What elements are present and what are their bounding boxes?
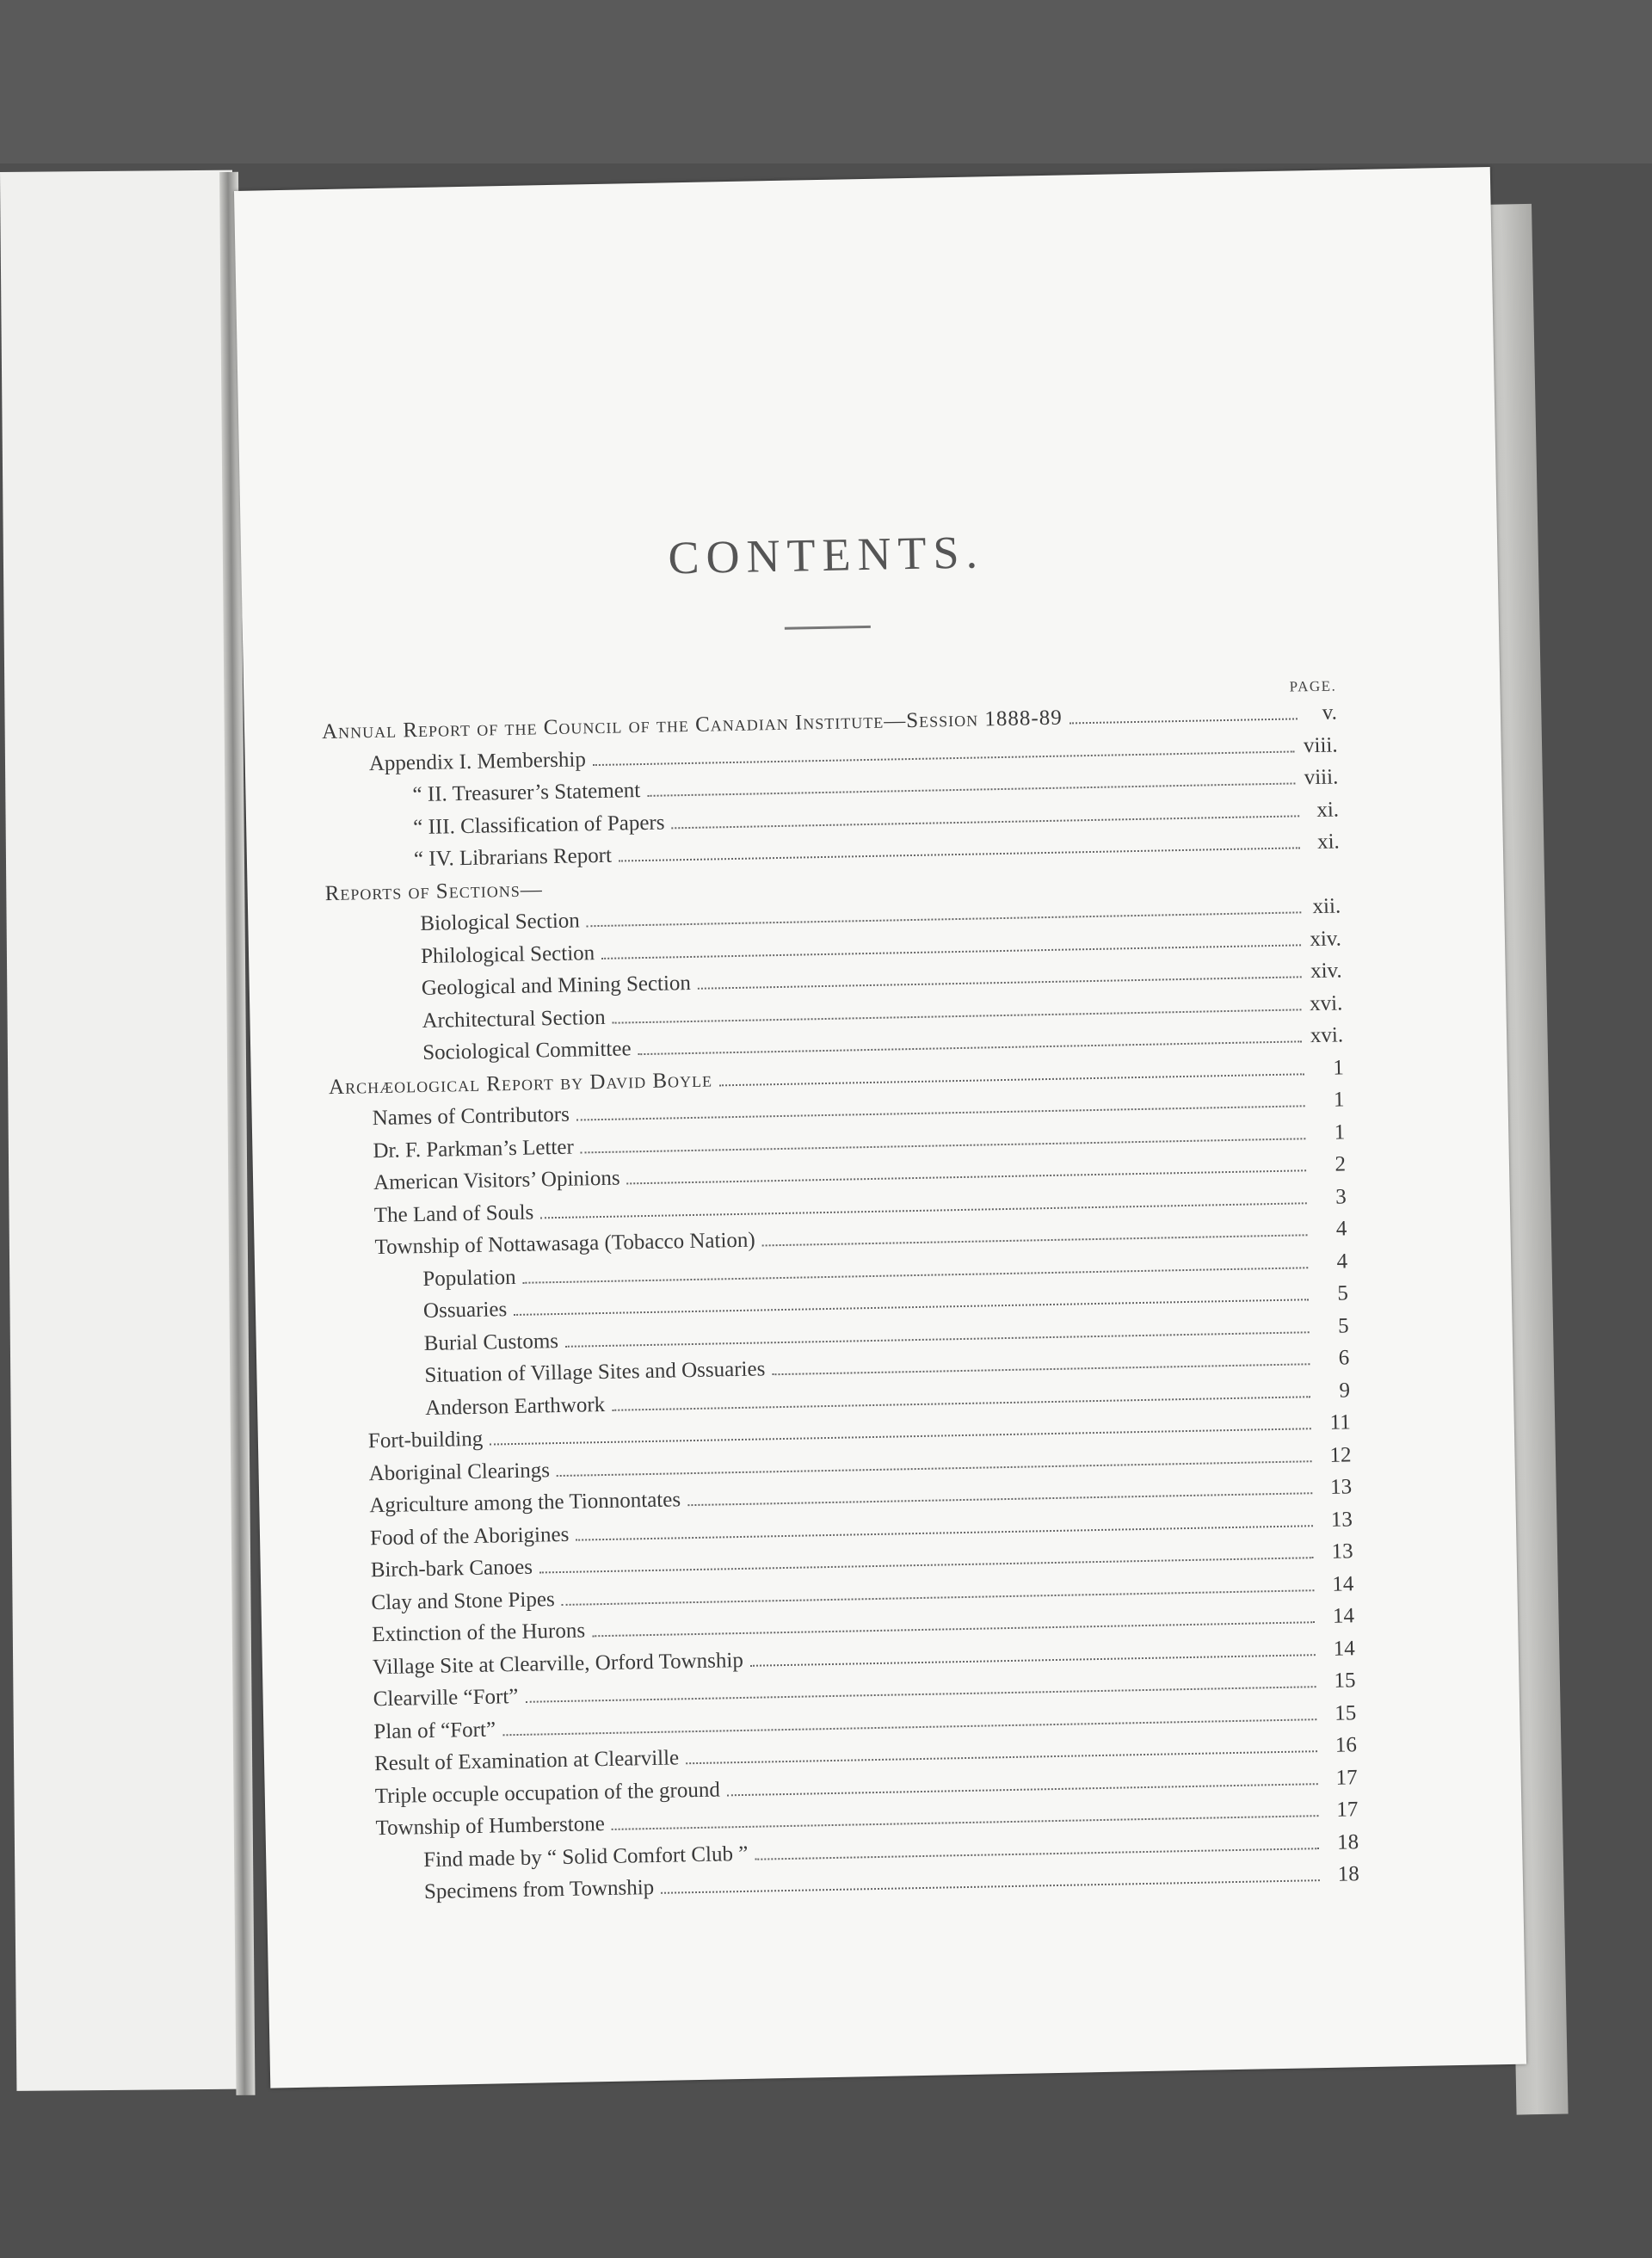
table-of-contents bbox=[322, 697, 1359, 1910]
toc-entry-title: Geological and Mining Section bbox=[421, 971, 692, 1000]
toc-entry-title: Biological Section bbox=[420, 909, 581, 936]
toc-entry-page: 14 bbox=[1333, 1636, 1356, 1661]
toc-entry-title: Extinction of the Hurons bbox=[371, 1619, 586, 1647]
dot-leader bbox=[719, 1073, 1304, 1086]
toc-entry-title: Appendix I. Membership bbox=[368, 747, 587, 775]
toc-entry-page: 12 bbox=[1329, 1442, 1352, 1467]
dot-leader bbox=[638, 1040, 1302, 1055]
toc-entry-page: 1 bbox=[1334, 1120, 1346, 1144]
toc-entry-title: Birch-bark Canoes bbox=[370, 1555, 533, 1582]
dot-leader bbox=[613, 1009, 1302, 1023]
toc-entry-title: Population bbox=[422, 1265, 516, 1291]
toc-entry-title: Triple occuple occupation of the ground bbox=[374, 1778, 721, 1808]
toc-entry-page: 2 bbox=[1335, 1152, 1347, 1176]
toc-entry-page: 5 bbox=[1337, 1313, 1349, 1338]
dot-leader bbox=[750, 1654, 1316, 1667]
toc-entry-title: Fort-building bbox=[367, 1427, 484, 1453]
contents-page bbox=[234, 167, 1526, 2088]
toc-entry-title: Philological Section bbox=[420, 941, 595, 968]
toc-entry-page: xvi. bbox=[1309, 990, 1343, 1015]
toc-entry-title: Agriculture among the Tionnontates bbox=[369, 1488, 681, 1518]
toc-entry-title: Aboriginal Clearings bbox=[368, 1458, 551, 1485]
toc-entry-page: 6 bbox=[1338, 1346, 1350, 1370]
toc-entry-title: “ II. Treasurer’s Statement bbox=[412, 779, 641, 807]
dot-leader bbox=[687, 1492, 1312, 1506]
toc-entry-page: viii. bbox=[1303, 732, 1338, 757]
toc-entry-page: 1 bbox=[1333, 1088, 1345, 1112]
toc-entry-title: Clearville “Fort” bbox=[373, 1684, 519, 1712]
toc-entry-page: 15 bbox=[1334, 1669, 1356, 1693]
dot-leader bbox=[762, 1234, 1308, 1246]
toc-entry-title: Dr. F. Parkman’s Letter bbox=[373, 1135, 575, 1163]
toc-entry-title: Archæological Report by David Boyle bbox=[328, 1068, 713, 1099]
toc-entry-title: The Land of Souls bbox=[373, 1200, 534, 1227]
toc-entry-page: 11 bbox=[1329, 1410, 1351, 1434]
page-column-label: PAGE. bbox=[1289, 677, 1337, 695]
toc-entry-title: Sociological Committee bbox=[422, 1037, 632, 1064]
toc-entry-page: xvi. bbox=[1310, 1023, 1344, 1048]
dot-leader bbox=[727, 1783, 1318, 1796]
toc-entry-page: 14 bbox=[1332, 1604, 1355, 1628]
toc-entry-page: viii. bbox=[1304, 765, 1339, 790]
toc-entry-page: 5 bbox=[1337, 1281, 1349, 1305]
toc-entry-title: Plan of “Fort” bbox=[373, 1717, 496, 1743]
toc-entry-title: Result of Examination at Clearville bbox=[373, 1746, 680, 1776]
toc-entry-title: “ III. Classification of Papers bbox=[412, 811, 665, 839]
toc-entry-title: Village Site at Clearville, Orford Township bbox=[372, 1648, 744, 1679]
toc-entry-page: 4 bbox=[1335, 1217, 1347, 1241]
toc-entry-page: 4 bbox=[1336, 1249, 1348, 1274]
toc-entry-page: xi. bbox=[1316, 797, 1340, 822]
toc-entry-title: Situation of Village Sites and Ossuaries bbox=[424, 1357, 766, 1387]
toc-entry-page: 9 bbox=[1339, 1378, 1351, 1403]
toc-entry-page: 14 bbox=[1332, 1571, 1354, 1596]
toc-entry-page: xiv. bbox=[1310, 959, 1342, 984]
dot-leader bbox=[672, 815, 1300, 829]
title-rule bbox=[785, 626, 871, 630]
facing-page bbox=[0, 170, 249, 2091]
toc-entry-title: “ IV. Librarians Report bbox=[413, 843, 613, 872]
toc-entry-page: xii. bbox=[1312, 894, 1341, 919]
toc-entry-page: 13 bbox=[1330, 1507, 1353, 1532]
toc-entry-title: Clay and Stone Pipes bbox=[371, 1587, 555, 1614]
toc-entry-title: Burial Customs bbox=[423, 1329, 559, 1355]
toc-entry-title: Annual Report of the Council of the Canadian Institute—Session 1888-89 bbox=[321, 706, 1063, 744]
toc-entry-title: Find made by “ Solid Comfort Club ” bbox=[423, 1842, 749, 1872]
toc-entry-page: xi. bbox=[1316, 830, 1341, 854]
toc-entry-page: 13 bbox=[1329, 1475, 1353, 1499]
toc-entry-page: 13 bbox=[1331, 1539, 1353, 1564]
toc-entry-title: American Visitors’ Opinions bbox=[373, 1166, 620, 1195]
toc-entry-title: Reports of Sections— bbox=[324, 877, 543, 905]
toc-entry-title: Anderson Earthwork bbox=[424, 1392, 606, 1420]
toc-entry-title: Architectural Section bbox=[422, 1005, 606, 1033]
toc-entry-page: 16 bbox=[1335, 1733, 1358, 1757]
toc-entry-title: Names of Contributors bbox=[372, 1102, 570, 1131]
dot-leader bbox=[661, 1879, 1320, 1894]
toc-entry-page: 15 bbox=[1334, 1700, 1357, 1725]
toc-entry-page: v. bbox=[1322, 700, 1338, 725]
contents-block bbox=[318, 519, 1359, 1910]
toc-entry-page: 17 bbox=[1336, 1798, 1359, 1822]
toc-entry-page: 17 bbox=[1335, 1765, 1358, 1790]
dot-leader bbox=[1069, 718, 1298, 724]
dot-leader bbox=[698, 976, 1302, 989]
toc-entry-page: 18 bbox=[1336, 1829, 1359, 1854]
toc-entry-title: Township of Nottawasaga (Tobacco Nation) bbox=[374, 1228, 755, 1260]
dot-leader bbox=[627, 1169, 1306, 1184]
toc-entry-title: Ossuaries bbox=[422, 1298, 508, 1323]
scanner-background bbox=[0, 0, 1652, 163]
toc-entry-title: Specimens from Township bbox=[423, 1875, 655, 1904]
dot-leader bbox=[619, 847, 1300, 861]
page-title: CONTENTS. bbox=[667, 526, 985, 584]
toc-entry-title: Township of Humberstone bbox=[375, 1812, 606, 1841]
dot-leader bbox=[686, 1750, 1317, 1764]
toc-entry-title: Food of the Aborigines bbox=[369, 1522, 570, 1550]
dot-leader bbox=[772, 1363, 1310, 1375]
toc-entry-page: xiv. bbox=[1310, 926, 1342, 951]
toc-entry-page: 1 bbox=[1333, 1055, 1345, 1080]
dot-leader bbox=[647, 782, 1296, 796]
toc-entry-page: 18 bbox=[1337, 1862, 1360, 1886]
dot-leader bbox=[755, 1848, 1319, 1860]
toc-entry-page: 3 bbox=[1335, 1184, 1347, 1209]
